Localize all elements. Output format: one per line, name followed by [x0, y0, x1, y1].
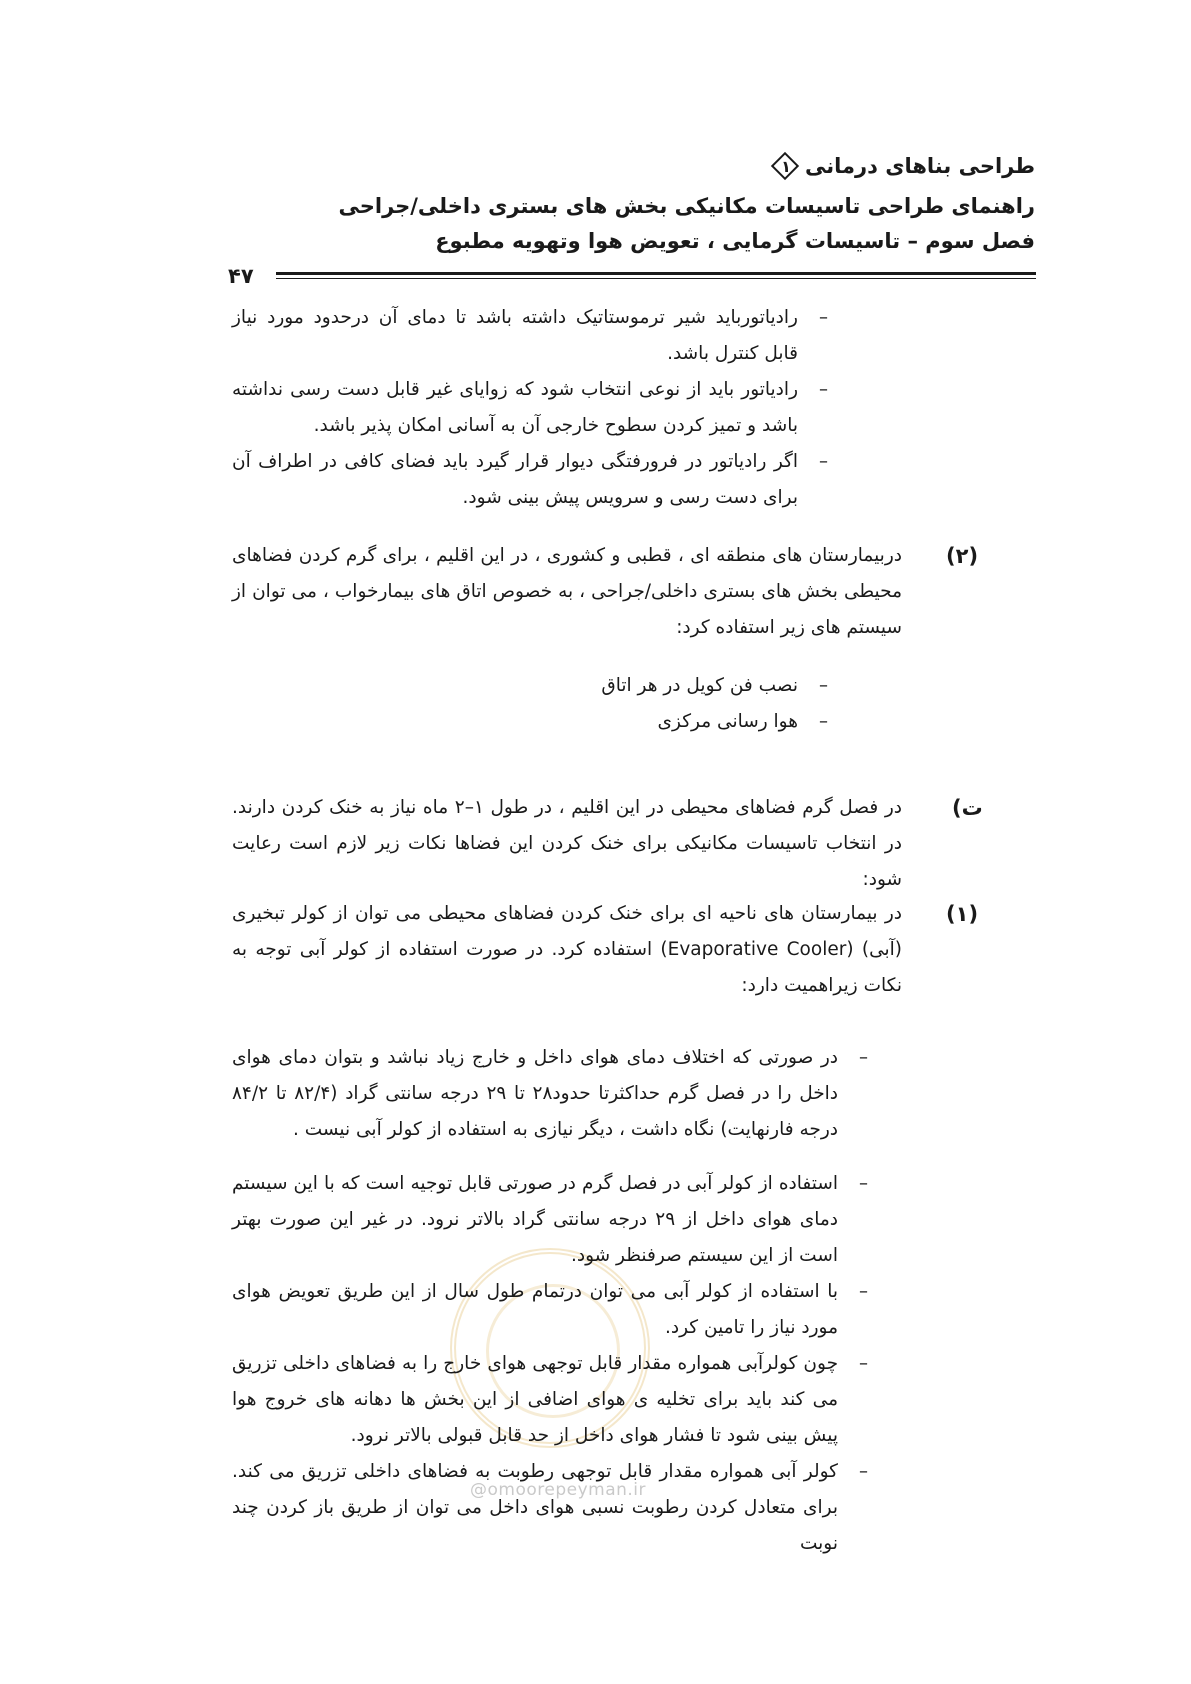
bullet-dash: –: [859, 1281, 868, 1302]
list-item: [232, 372, 828, 444]
series-number-badge: [771, 152, 801, 182]
section-paragraph: در بیمارستان های ناحیه ای برای خنک کردن فضاهای محیطی می توان از کولر تبخیری (آبی) (Evaporative Cooler) استفاده کرد. در صورت استفاده از کولر آبی توجه به نکات زیراهمیت دارد:: [232, 903, 902, 996]
list-item: [232, 1166, 868, 1274]
list-item: [232, 1274, 868, 1346]
list-item-text: رادیاتورباید شیر ترموستاتیک داشته باشد تا دمای آن درحدود مورد نیاز قابل کنترل باشد.: [232, 307, 798, 364]
guide-subtitle: راهنمای طراحی تاسیسات مکانیکی بخش های بستری داخلی/جراحی: [338, 194, 1035, 218]
chapter-title: فصل سوم – تاسیسات گرمایی ، تعویض هوا وتهویه مطبوع: [435, 229, 1035, 253]
list-item: [232, 300, 828, 372]
section-marker: (۱): [946, 902, 979, 926]
bullet-dash: –: [819, 379, 828, 400]
section-marker: (۲): [946, 544, 979, 568]
bullet-dash: –: [859, 1461, 868, 1482]
bullet-dash: –: [859, 1353, 868, 1374]
bullet-dash: –: [819, 307, 828, 328]
bullet-dash: –: [819, 711, 828, 732]
list-item: [232, 1454, 868, 1562]
list-item: [560, 668, 828, 704]
bullet-dash: –: [819, 451, 828, 472]
list-item: [232, 1040, 868, 1148]
header-rule: [276, 272, 1036, 279]
bullet-dash: –: [859, 1047, 868, 1068]
list-item: [560, 704, 828, 740]
book-title: [200, 152, 1035, 182]
list-item: [232, 1346, 868, 1454]
page-number: ۴۷: [228, 264, 254, 288]
section-paragraph: در فصل گرم فضاهای محیطی در این اقلیم ، در طول ۱–۲ ماه نیاز به خنک کردن دارند. در انتخاب تاسیسات مکانیکی برای خنک کردن این فضاها نکات زیر لازم است رعایت شود:: [232, 797, 902, 890]
list-item: [232, 444, 828, 516]
list-item-text: اگر رادیاتور در فرورفتگی دیوار قرار گیرد باید فضای کافی در اطراف آن برای دست رسی و سرویس پیش بینی شود.: [232, 451, 798, 508]
series-number: ۱: [781, 157, 791, 176]
list-item-text: با استفاده از کولر آبی می توان درتمام طول سال از این طریق تعویض هوای مورد نیاز را تامین کرد.: [232, 1281, 838, 1338]
watermark-url: @omoorepeyman.ir: [470, 1480, 647, 1500]
list-item-text: چون کولرآبی همواره مقدار قابل توجهی هوای خارج را به فضاهای داخلی تزریق می کند باید برای تخلیه ی هوای اضافی از این بخش ها دهانه های خروج هوا پیش بینی شود تا فشار هوای داخل از حد قابل قبولی بالاتر نرود.: [232, 1353, 838, 1446]
list-item-text: استفاده از کولر آبی در فصل گرم در صورتی قابل توجیه است که با این سیستم دمای هوای داخل از ۲۹ درجه سانتی گراد بالاتر نرود. در غیر این صورت بهتر است از این سیستم صرفنظر شود.: [232, 1173, 838, 1266]
list-item-text: هوا رسانی مرکزی: [657, 711, 798, 732]
section-marker: ت): [952, 796, 983, 820]
section-paragraph: دربیمارستان های منطقه ای ، قطبی و کشوری ، در این اقلیم ، برای گرم کردن فضاهای محیطی بخش های بستری داخلی/جراحی ، به خصوص اتاق های بیمارخواب ، می توان از سیستم های زیر استفاده کرد:: [232, 545, 902, 638]
list-item-text: در صورتی که اختلاف دمای هوای داخل و خارج زیاد نباشد و بتوان دمای هوای داخل را در فصل گرم حداکثرتا حدود۲۸ تا ۲۹ درجه سانتی گراد (۸۲/۴ تا ۸۴/۲ درجه فارنهایت) نگاه داشت ، دیگر نیازی به استفاده از کولر آبی نیست .: [232, 1047, 839, 1140]
list-item-text: نصب فن کویل در هر اتاق: [601, 675, 798, 696]
bullet-dash: –: [819, 675, 828, 696]
book-title-text: طراحی بناهای درمانی: [805, 154, 1035, 178]
list-item-text: کولر آبی همواره مقدار قابل توجهی رطوبت به فضاهای داخلی تزریق می کند. برای متعادل کردن رطوبت نسبی هوای داخل می توان از طریق باز کردن چند نوبت: [232, 1461, 838, 1554]
list-item-text: رادیاتور باید از نوعی انتخاب شود که زوایای غیر قابل دست رسی نداشته باشد و تمیز کردن سطوح خارجی آن به آسانی امکان پذیر باشد.: [232, 379, 798, 436]
bullet-dash: –: [859, 1173, 868, 1194]
